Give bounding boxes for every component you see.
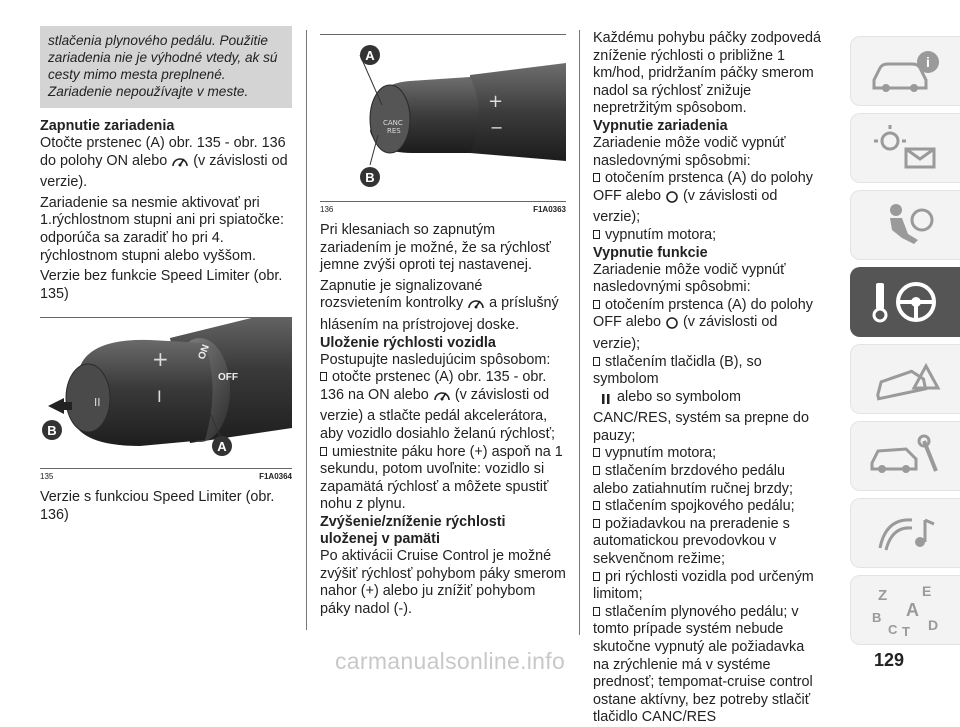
svg-text:A: A	[217, 439, 227, 455]
list-item: pri rýchlosti vozidla pod určeným limitom;	[593, 568, 814, 603]
maintenance-car-icon	[866, 431, 946, 481]
svg-text:B: B	[47, 423, 57, 439]
page-number: 129	[874, 650, 905, 670]
list-item: stlačením brzdového pedálu alebo zatiahnutím ručnej brzdy;	[593, 463, 793, 497]
lever-without-speed-limiter-illustration	[40, 318, 292, 468]
svg-text:OFF: OFF	[218, 372, 238, 384]
heading-vypnutie-zariadenia: Vypnutie zariadenia	[593, 117, 728, 134]
paragraph: Zariadenie sa nesmie aktivovať pri 1.rýchlostnom stupni ani pri spiatočke: odporúča sa zaradiť ho pri 4. rýchlostnom stupni alebo vyššom.	[40, 194, 284, 264]
column-divider	[579, 30, 580, 635]
list-item-continuation: alebo so symbolom CANC/RES, systém sa prepne do pauzy;	[593, 388, 809, 444]
paragraph: do polohy ON alebo (v závislosti od verzie).	[40, 152, 288, 191]
list-item: otočením prstenca (A) do polohy OFF alebo (v závislosti od verzie);	[593, 296, 813, 352]
warning-light-icon	[866, 123, 946, 173]
svg-text:−: −	[490, 118, 504, 137]
svg-text:T: T	[901, 624, 910, 638]
svg-text:I: I	[157, 387, 162, 407]
list-item: vypnutím motora;	[593, 227, 821, 245]
lever-with-speed-limiter-illustration	[320, 35, 566, 201]
heading-vypnutie-funkcie: Vypnutie funkcie	[593, 244, 708, 261]
column-divider	[306, 30, 307, 630]
ring-off-icon	[665, 189, 679, 210]
figure-135	[40, 317, 292, 468]
cruise-control-icon	[171, 154, 189, 175]
paragraph: Každému pohybu páčky zodpovedá zníženie rýchlosti o približne 1 km/hod, pridržaním páčky smerom nadol sa rýchlosť znižuje nepretržitým spôsobom.	[593, 30, 822, 117]
list-item: vypnutím motora;	[593, 445, 821, 463]
svg-text:Z: Z	[877, 587, 887, 604]
paragraph: Zariadenie môže vodič vypnúť nasledovnými spôsobmi:	[593, 261, 786, 296]
svg-text:i: i	[925, 54, 930, 70]
figure-136	[320, 34, 566, 201]
list-item: umiestnite páku hore (+) aspoň na 1 sekundu, potom uvoľnite: vozidlo si zapamätá rýchlosť a môžete spustiť nohu z plynu.	[320, 443, 563, 513]
cruise-control-icon	[467, 296, 485, 317]
tab-safety[interactable]	[850, 190, 960, 260]
svg-text:B: B	[365, 170, 375, 185]
paragraph: Zariadenie môže vodič vypnúť nasledovnými spôsobmi:	[593, 134, 786, 169]
note-box: stlačenia plynového pedálu. Použitie zariadenia nie je výhodné vtedy, ak sú cesty mimo mesta preplnené. Zariadenie nepoužívajte v meste.	[40, 26, 292, 108]
list-item: otočte prstenec (A) obr. 135 - obr. 136 na ON alebo (v závislosti od verzie) a stlačte pedál akcelerátora, aby vozidlo dosiahlo želanú rýchlosť;	[320, 369, 555, 442]
paragraph: Otočte prstenec (A) obr. 135 - obr. 136	[40, 135, 286, 151]
paragraph: Zapnutie je signalizované rozsvietením kontrolky a príslušný hlásením na prístrojovej doske.	[320, 277, 559, 333]
svg-text:A: A	[365, 48, 375, 63]
svg-text:CANC: CANC	[383, 119, 403, 127]
paragraph: Verzie bez funkcie Speed Limiter (obr. 135)	[40, 268, 283, 302]
paragraph: Pri klesaniach so zapnutým zariadením je možné, že sa rýchlosť jemne zvýši oproti tej nastavenej.	[320, 222, 551, 274]
svg-text:D: D	[927, 617, 938, 633]
tab-index[interactable]	[850, 575, 960, 645]
tab-warning-lights[interactable]	[850, 113, 960, 183]
svg-text:E: E	[921, 583, 931, 599]
breakdown-car-icon	[866, 354, 946, 404]
column-3	[593, 30, 821, 727]
svg-text:RES: RES	[387, 127, 401, 135]
svg-text:ON: ON	[196, 343, 212, 362]
svg-text:+: +	[488, 91, 504, 112]
alphabet-index-icon	[866, 582, 946, 638]
heading-ulozenie: Uloženie rýchlosti vozidla	[320, 334, 496, 351]
tab-car-info[interactable]	[850, 36, 960, 106]
tab-emergency[interactable]	[850, 344, 960, 414]
tab-multimedia[interactable]	[850, 498, 960, 568]
svg-text:A: A	[905, 600, 919, 620]
svg-text:C: C	[887, 622, 897, 637]
pause-icon	[601, 393, 611, 411]
figure-caption-136: 136 F1A0363	[320, 201, 566, 214]
list-item: stlačením plynového pedálu; v tomto prípade systém nebude skutočne vypnutý ale požiadavka na zrýchlenie má v systéme prednosť; tempomat-cruise control ostane aktívny, bez potreby stlačiť tlačidlo CANC/RES	[593, 603, 813, 726]
list-item: stlačením tlačidla (B), so symbolom	[593, 353, 762, 388]
airbag-seat-icon	[866, 200, 946, 250]
figure-caption-135: 135 F1A0364	[40, 468, 292, 481]
multimedia-icon	[866, 508, 946, 558]
svg-text:B: B	[871, 610, 881, 625]
column-2	[320, 34, 566, 618]
list-item: požiadavkou na preradenie s automatickou prevodovkou v sekvenčnom režime;	[593, 515, 790, 568]
tab-maintenance[interactable]	[850, 421, 960, 491]
list-item: otočením prstenca (A) do polohy OFF alebo (v závislosti od verzie);	[593, 170, 813, 226]
cruise-control-icon	[433, 388, 451, 409]
svg-text:II: II	[94, 396, 101, 410]
column-1	[40, 26, 292, 525]
tab-driving[interactable]	[850, 267, 960, 337]
ring-off-icon	[665, 315, 679, 336]
key-steering-wheel-icon	[866, 277, 946, 327]
heading-zvysenie: Zvýšenie/zníženie rýchlosti uloženej v pamäti	[320, 513, 506, 547]
paragraph: Verzie s funkciou Speed Limiter (obr. 136)	[40, 489, 275, 523]
paragraph: Po aktivácii Cruise Control je možné zvýšiť rýchlosť pohybom páky smerom nahor (+) alebo ju znížiť pohybom páky nadol (-).	[320, 547, 566, 617]
chapter-tabs	[850, 36, 960, 652]
car-info-icon	[866, 46, 946, 96]
list-item: stlačením spojkového pedálu;	[593, 498, 821, 516]
heading-zapnutie: Zapnutie zariadenia	[40, 118, 175, 134]
svg-text:+: +	[152, 347, 169, 372]
watermark: carmanualsonline.info	[335, 648, 566, 674]
paragraph: Postupujte nasledujúcim spôsobom:	[320, 351, 551, 368]
